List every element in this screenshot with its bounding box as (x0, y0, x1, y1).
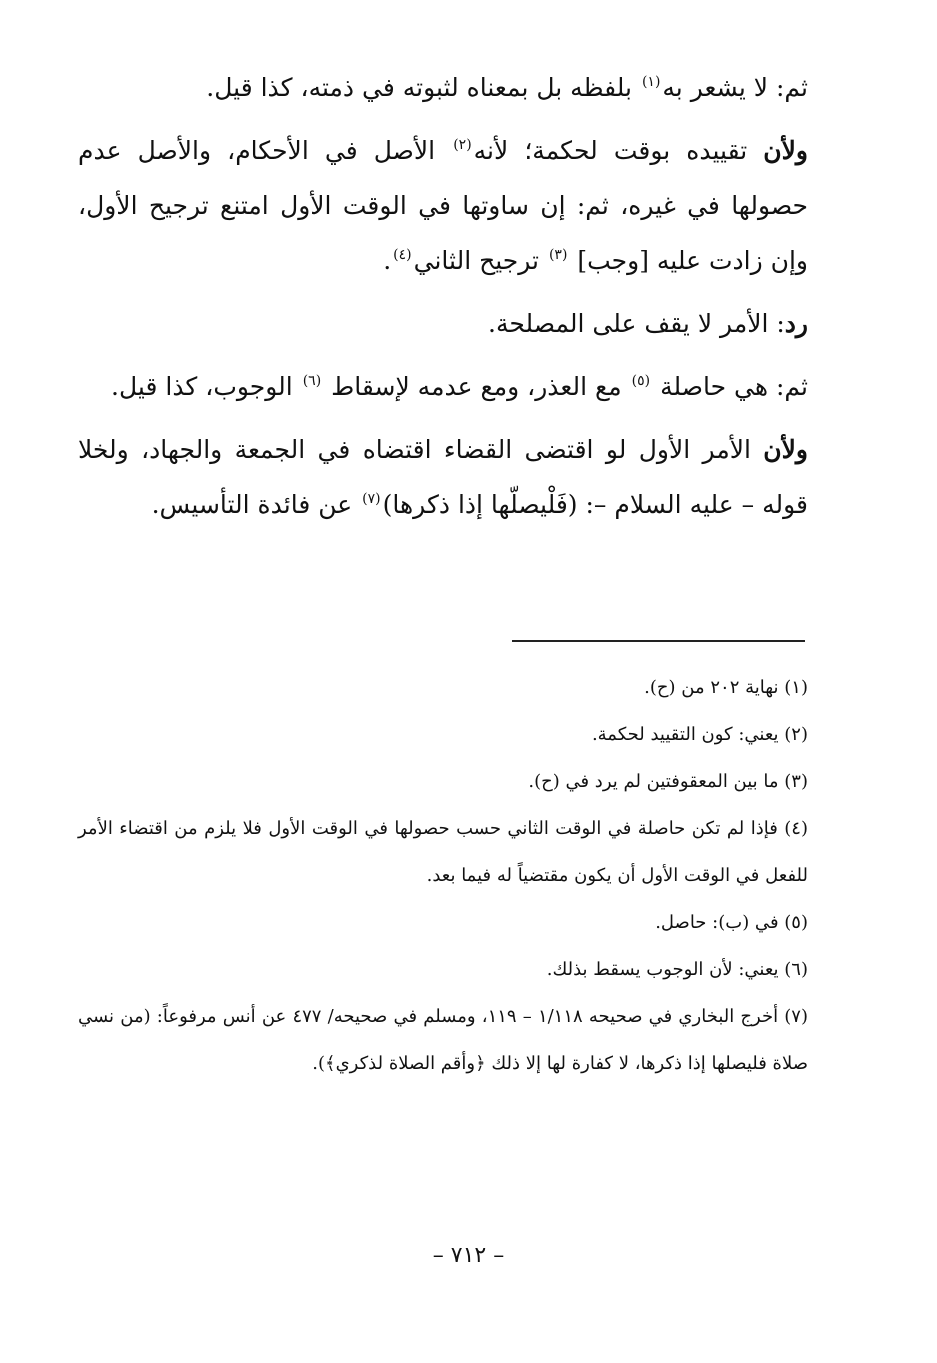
text-segment: الأصل في الأحكام، والأصل عدم حصولها في غيره، ثم: إن ساوتها في الوقت الأول امتنع ترجيح الأول، وإن زادت عليه [وجب] (78, 136, 808, 275)
text-segment: تقييده بوقت لحكمة؛ لأنه (473, 136, 764, 165)
footnote-7: (٧) أخرج البخاري في صحيحه ١/١١٨ – ١١٩، ومسلم في صحيحه/ ٤٧٧ عن أنس مرفوعاً: (من نسي صلاة فليصلها إذا ذكرها، لا كفارة لها إلا ذلك ﴿وأقم الصلاة لذكري﴾). (78, 1006, 808, 1074)
footnote-ref: (٦) (302, 373, 322, 389)
footnote-ref: (١) (641, 74, 661, 90)
footnotes (78, 664, 808, 1087)
lead-word: ولأن (763, 136, 808, 165)
footnote-3: (٣) ما بين المعقوفتين لم يرد في (ح). (528, 771, 808, 792)
paragraph-1 (78, 60, 808, 115)
page-number: – ٧١٢ – (432, 1243, 505, 1268)
footnote-ref: (٧) (362, 491, 381, 507)
footnote-6: (٦) يعني: لأن الوجوب يسقط بذلك. (546, 959, 808, 980)
footnote-1: (١) نهاية ٢٠٢ من (ح). (644, 677, 808, 698)
footnote-separator (512, 640, 805, 642)
lead-word: رد (784, 309, 808, 338)
text-segment: ثم: هي حاصلة (660, 372, 808, 401)
text-segment: بلفظه بل بمعناه لثبوته في ذمته، كذا قيل. (206, 73, 632, 102)
text-segment: الوجوب، كذا قيل. (111, 372, 293, 401)
text-segment: عن فائدة التأسيس. (151, 490, 353, 519)
paragraph-3 (78, 296, 808, 351)
footnote-5: (٥) في (ب): حاصل. (655, 912, 808, 933)
footnote-4: (٤) فإذا لم تكن حاصلة في الوقت الثاني حسب حصولها في الوقت الأول فلا يلزم من اقتضاء الأمر للفعل في الوقت الأول أن يكون مقتضياً له فيما بعد. (78, 818, 808, 886)
footnote-ref: (٢) (453, 137, 472, 153)
lead-word: ولأن (763, 435, 808, 464)
footnote-ref: (٤) (393, 247, 412, 263)
footnote-ref: (٥) (631, 373, 651, 389)
paragraph-5 (78, 422, 808, 532)
text-segment: : الأمر لا يقف على المصلحة. (488, 309, 785, 338)
text-segment: ترجيح الثاني (413, 246, 539, 275)
text-segment: . (383, 246, 392, 275)
paragraph-2 (78, 123, 808, 288)
footnote-ref: (٣) (548, 247, 568, 263)
text-segment: مع العذر، ومع عدمه لإسقاط (331, 372, 622, 401)
paragraph-4 (78, 359, 808, 414)
footnote-2: (٢) يعني: كون التقييد لحكمة. (591, 724, 808, 745)
text-segment: ثم: لا يشعر به (662, 73, 808, 102)
main-text (78, 60, 808, 538)
text-segment: الأمر الأول لو اقتضى القضاء اقتضاه في الجمعة والجهاد، ولخلا قوله – عليه السلام –: (فَلْيصلّها إذا ذكرها) (78, 435, 808, 519)
